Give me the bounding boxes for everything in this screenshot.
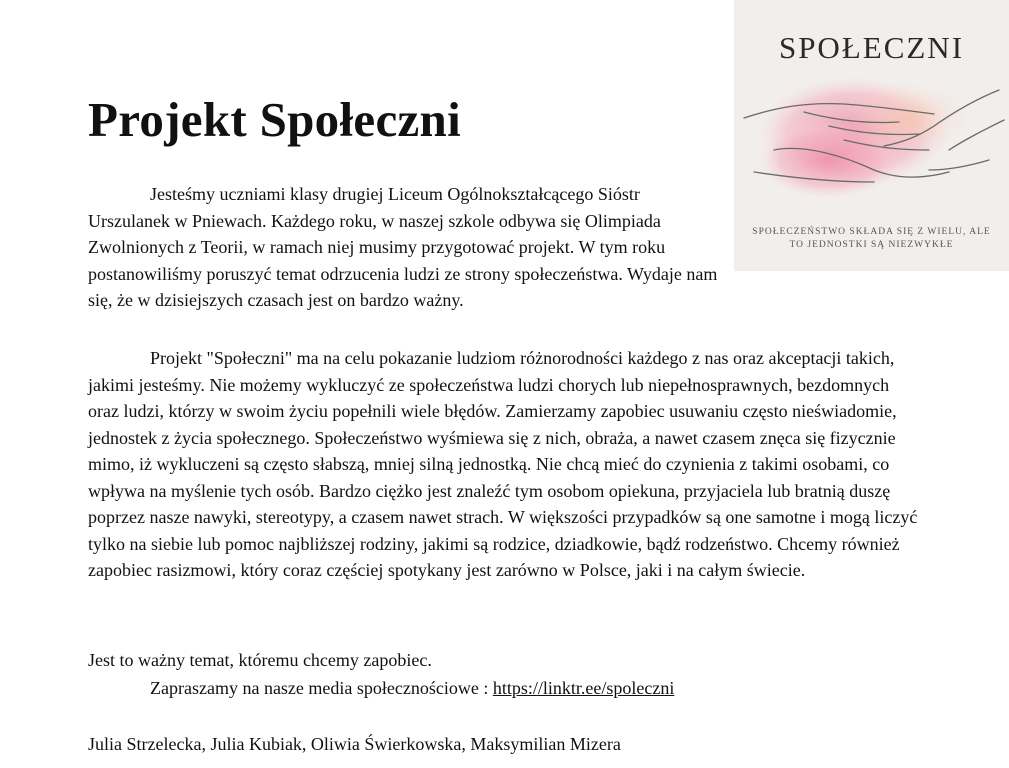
main-paragraph: Projekt "Społeczni" ma na celu pokazanie ludziom różnorodności każdego z nas oraz akceptacji takich, jakimi jesteśmy. Nie możemy wykluczyć ze społeczeństwa ludzi chorych lub niepełnosprawnych, bezdomnych oraz ludzi, którzy w swoim życiu popełnili wiele błędów. Zamierzamy zapobiec usuwaniu często nieświadomie, jednostek z życia społecznego. Społeczeństwo wyśmiewa się z nich, obraża, a nawet czasem znęca się fizycznie mimo, iż wykluczeni są często słabszą, mniej silną jednostką. Nie chcą mieć do czynienia z takimi osobami, co wpływa na myślenie tych osób. Bardzo ciężko jest znaleźć tym osobom opiekuna, przyjaciela lub bratnią duszę poprzez nasze nawyki, stereotypy, a czasem nawet strach. W większości przypadków są one samotne i mogą liczyć tylko na siebie lub pomoc najbliższej rodziny, jakimi są rodzice, dziadkowie, bądź rodzeństwo. Chcemy również zapobiec rasizmowi, który coraz częściej spotykany jest zarówno w Polsce, jaki i na całym świecie. — [88, 348, 918, 580]
logo-brand-text: SPOŁECZNI — [778, 30, 965, 65]
logo-tagline: SPOŁECZEŃSTWO SKŁADA SIĘ Z WIELU, ALE TO JEDNOSTKI SĄ NIEZWYKŁE — [752, 227, 991, 250]
linktree-link[interactable]: https://linktr.ee/spoleczni — [492, 678, 675, 698]
social-invite — [88, 675, 923, 702]
page-title: Projekt Społeczni — [88, 92, 462, 147]
intro-paragraph: Jesteśmy uczniami klasy drugiej Liceum Ogólnokształcącego Sióstr Urszulanek w Pniewach. Każdego roku, w naszej szkole odbywa się Olimpiada Zwolnionych z Teorii, w ramach niej musimy przygotować projekt. W tym roku postanowiliśmy poruszyć temat odrzucenia ludzi ze strony społeczeństwa. Wydaje nam się, że w dzisiejszych czasach jest on bardzo ważny. — [88, 184, 718, 310]
closing-line: Jest to ważny temat, któremu chcemy zapobiec. — [88, 650, 432, 670]
authors-line: Julia Strzelecka, Julia Kubiak, Oliwia Świerkowska, Maksymilian Mizera — [88, 734, 621, 754]
invite-text: Zapraszamy na nasze media społecznościowe : — [150, 678, 493, 698]
project-logo — [734, 0, 1009, 271]
